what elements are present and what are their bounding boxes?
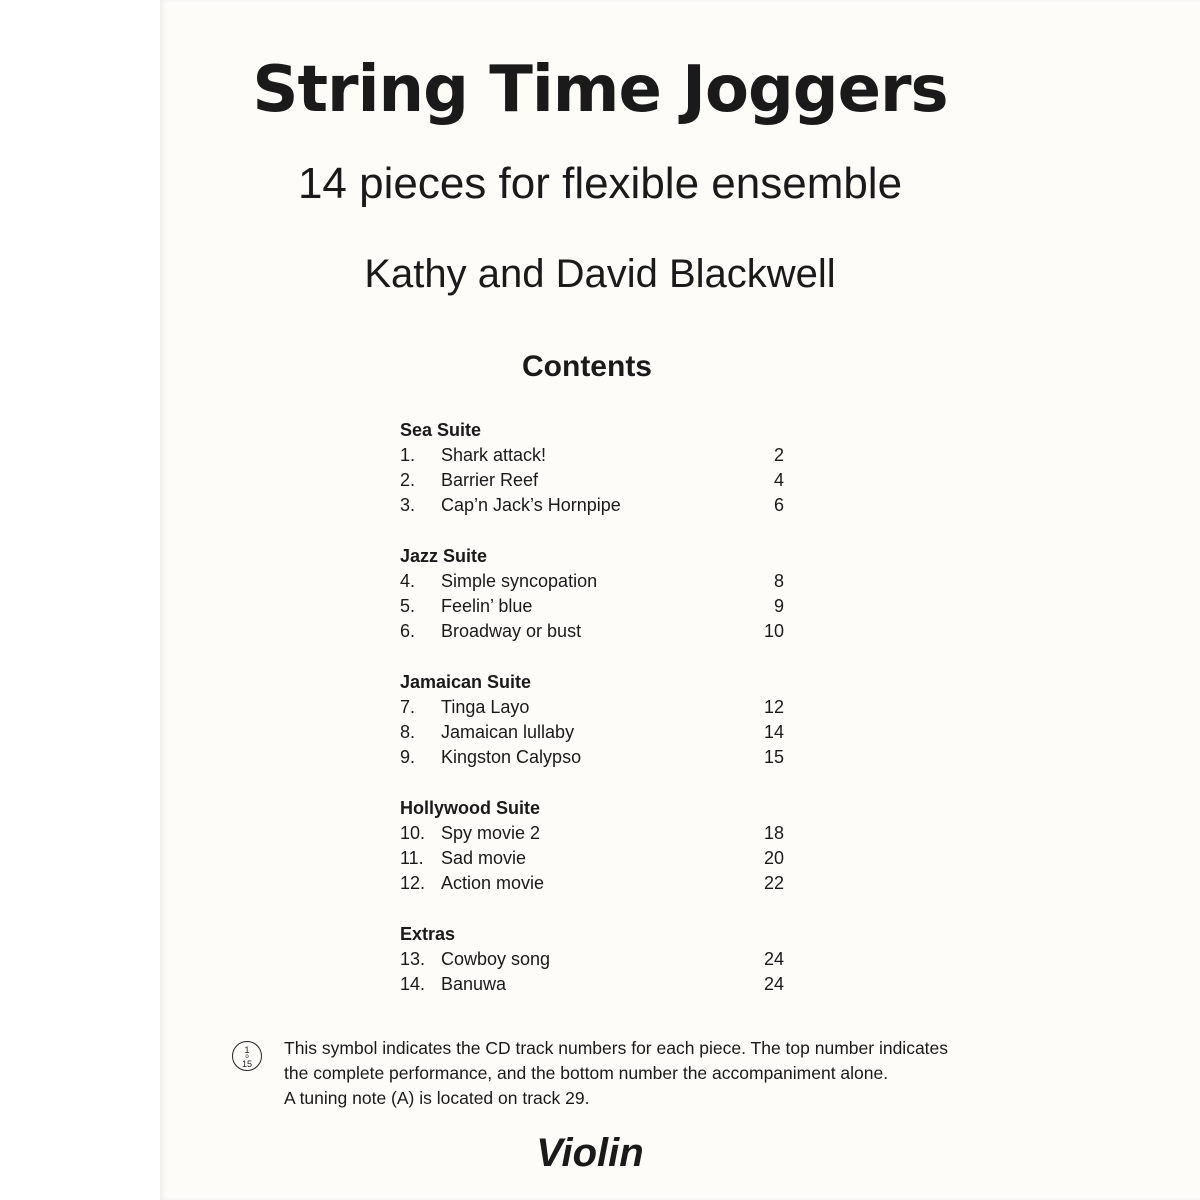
toc-suite xyxy=(400,922,790,997)
entry-page-number: 4 xyxy=(773,470,784,490)
entry-title: Jamaican lullaby xyxy=(441,722,575,742)
suite-name: Extras xyxy=(400,924,456,944)
entry-number: 12. xyxy=(400,873,426,893)
entry-number: 3. xyxy=(400,495,416,515)
contents-heading: Contents xyxy=(522,350,652,383)
suite-name: Jamaican Suite xyxy=(400,672,532,692)
entry-number: 5. xyxy=(400,596,416,616)
cd-track-divider: o xyxy=(245,1054,249,1060)
entry-title: Shark attack! xyxy=(441,445,547,465)
toc-entry xyxy=(400,871,790,896)
entry-number: 10. xyxy=(400,823,426,843)
entry-title: Barrier Reef xyxy=(441,470,539,490)
entry-title: Tinga Layo xyxy=(441,697,530,717)
instrument-label: Violin xyxy=(536,1131,644,1175)
toc-entry xyxy=(400,972,790,997)
toc-suite xyxy=(400,796,790,896)
entry-page-number: 24 xyxy=(763,949,784,969)
entry-number: 9. xyxy=(400,747,416,767)
book-subtitle: 14 pieces for flexible ensemble xyxy=(297,159,903,208)
cd-note-line: the complete performance, and the bottom number the accompaniment alone. xyxy=(284,1063,889,1083)
entry-page-number: 24 xyxy=(763,974,784,994)
cd-note-text xyxy=(284,1036,984,1111)
cd-note-line: A tuning note (A) is located on track 29. xyxy=(284,1088,590,1108)
toc-suite xyxy=(400,418,790,518)
toc-suite xyxy=(400,670,790,770)
entry-number: 1. xyxy=(400,445,416,465)
toc-suite xyxy=(400,544,790,644)
entry-page-number: 20 xyxy=(763,848,784,868)
cd-note-line: This symbol indicates the CD track numbers for each piece. The top number indicates xyxy=(284,1038,949,1058)
entry-page-number: 10 xyxy=(763,621,784,641)
toc-entry xyxy=(400,695,790,720)
cd-track-bottom-number: 15 xyxy=(241,1059,252,1069)
toc-entry xyxy=(400,468,790,493)
entry-number: 8. xyxy=(400,722,416,742)
toc-entry xyxy=(400,443,790,468)
entry-number: 6. xyxy=(400,621,416,641)
book-title: String Time Joggers xyxy=(252,53,948,127)
entry-title: Cap’n Jack’s Hornpipe xyxy=(441,495,621,515)
entry-title: Simple syncopation xyxy=(441,571,598,591)
cd-track-top-number: 1 xyxy=(244,1045,250,1055)
entry-number: 14. xyxy=(400,974,426,994)
entry-title: Banuwa xyxy=(441,974,507,994)
suite-name: Hollywood Suite xyxy=(400,798,541,818)
entry-page-number: 18 xyxy=(763,823,784,843)
suite-name: Jazz Suite xyxy=(400,546,488,566)
entry-title: Kingston Calypso xyxy=(441,747,582,767)
entry-title: Sad movie xyxy=(441,848,527,868)
entry-page-number: 15 xyxy=(763,747,784,767)
toc-entry xyxy=(400,947,790,972)
entry-number: 2. xyxy=(400,470,416,490)
toc-entry xyxy=(400,619,790,644)
entry-page-number: 12 xyxy=(763,697,784,717)
entry-page-number: 9 xyxy=(773,596,784,616)
entry-page-number: 8 xyxy=(773,571,784,591)
toc-entry xyxy=(400,493,790,518)
suite-name: Sea Suite xyxy=(400,420,482,440)
entry-title: Action movie xyxy=(441,873,545,893)
toc-entry xyxy=(400,594,790,619)
toc-entry xyxy=(400,745,790,770)
entry-number: 7. xyxy=(400,697,416,717)
toc-entry xyxy=(400,846,790,871)
entry-title: Feelin’ blue xyxy=(441,596,533,616)
entry-number: 4. xyxy=(400,571,416,591)
entry-page-number: 2 xyxy=(773,445,784,465)
entry-title: Spy movie 2 xyxy=(441,823,541,843)
entry-number: 13. xyxy=(400,949,426,969)
entry-number: 11. xyxy=(400,848,424,868)
toc-entry xyxy=(400,569,790,594)
entry-page-number: 6 xyxy=(773,495,784,515)
entry-page-number: 14 xyxy=(763,722,784,742)
entry-title: Broadway or bust xyxy=(441,621,582,641)
toc-entry xyxy=(400,821,790,846)
entry-title: Cowboy song xyxy=(441,949,551,969)
entry-page-number: 22 xyxy=(763,873,784,893)
table-of-contents xyxy=(400,418,790,1023)
toc-entry xyxy=(400,720,790,745)
cd-track-icon xyxy=(232,1041,262,1071)
book-authors: Kathy and David Blackwell xyxy=(364,252,836,296)
